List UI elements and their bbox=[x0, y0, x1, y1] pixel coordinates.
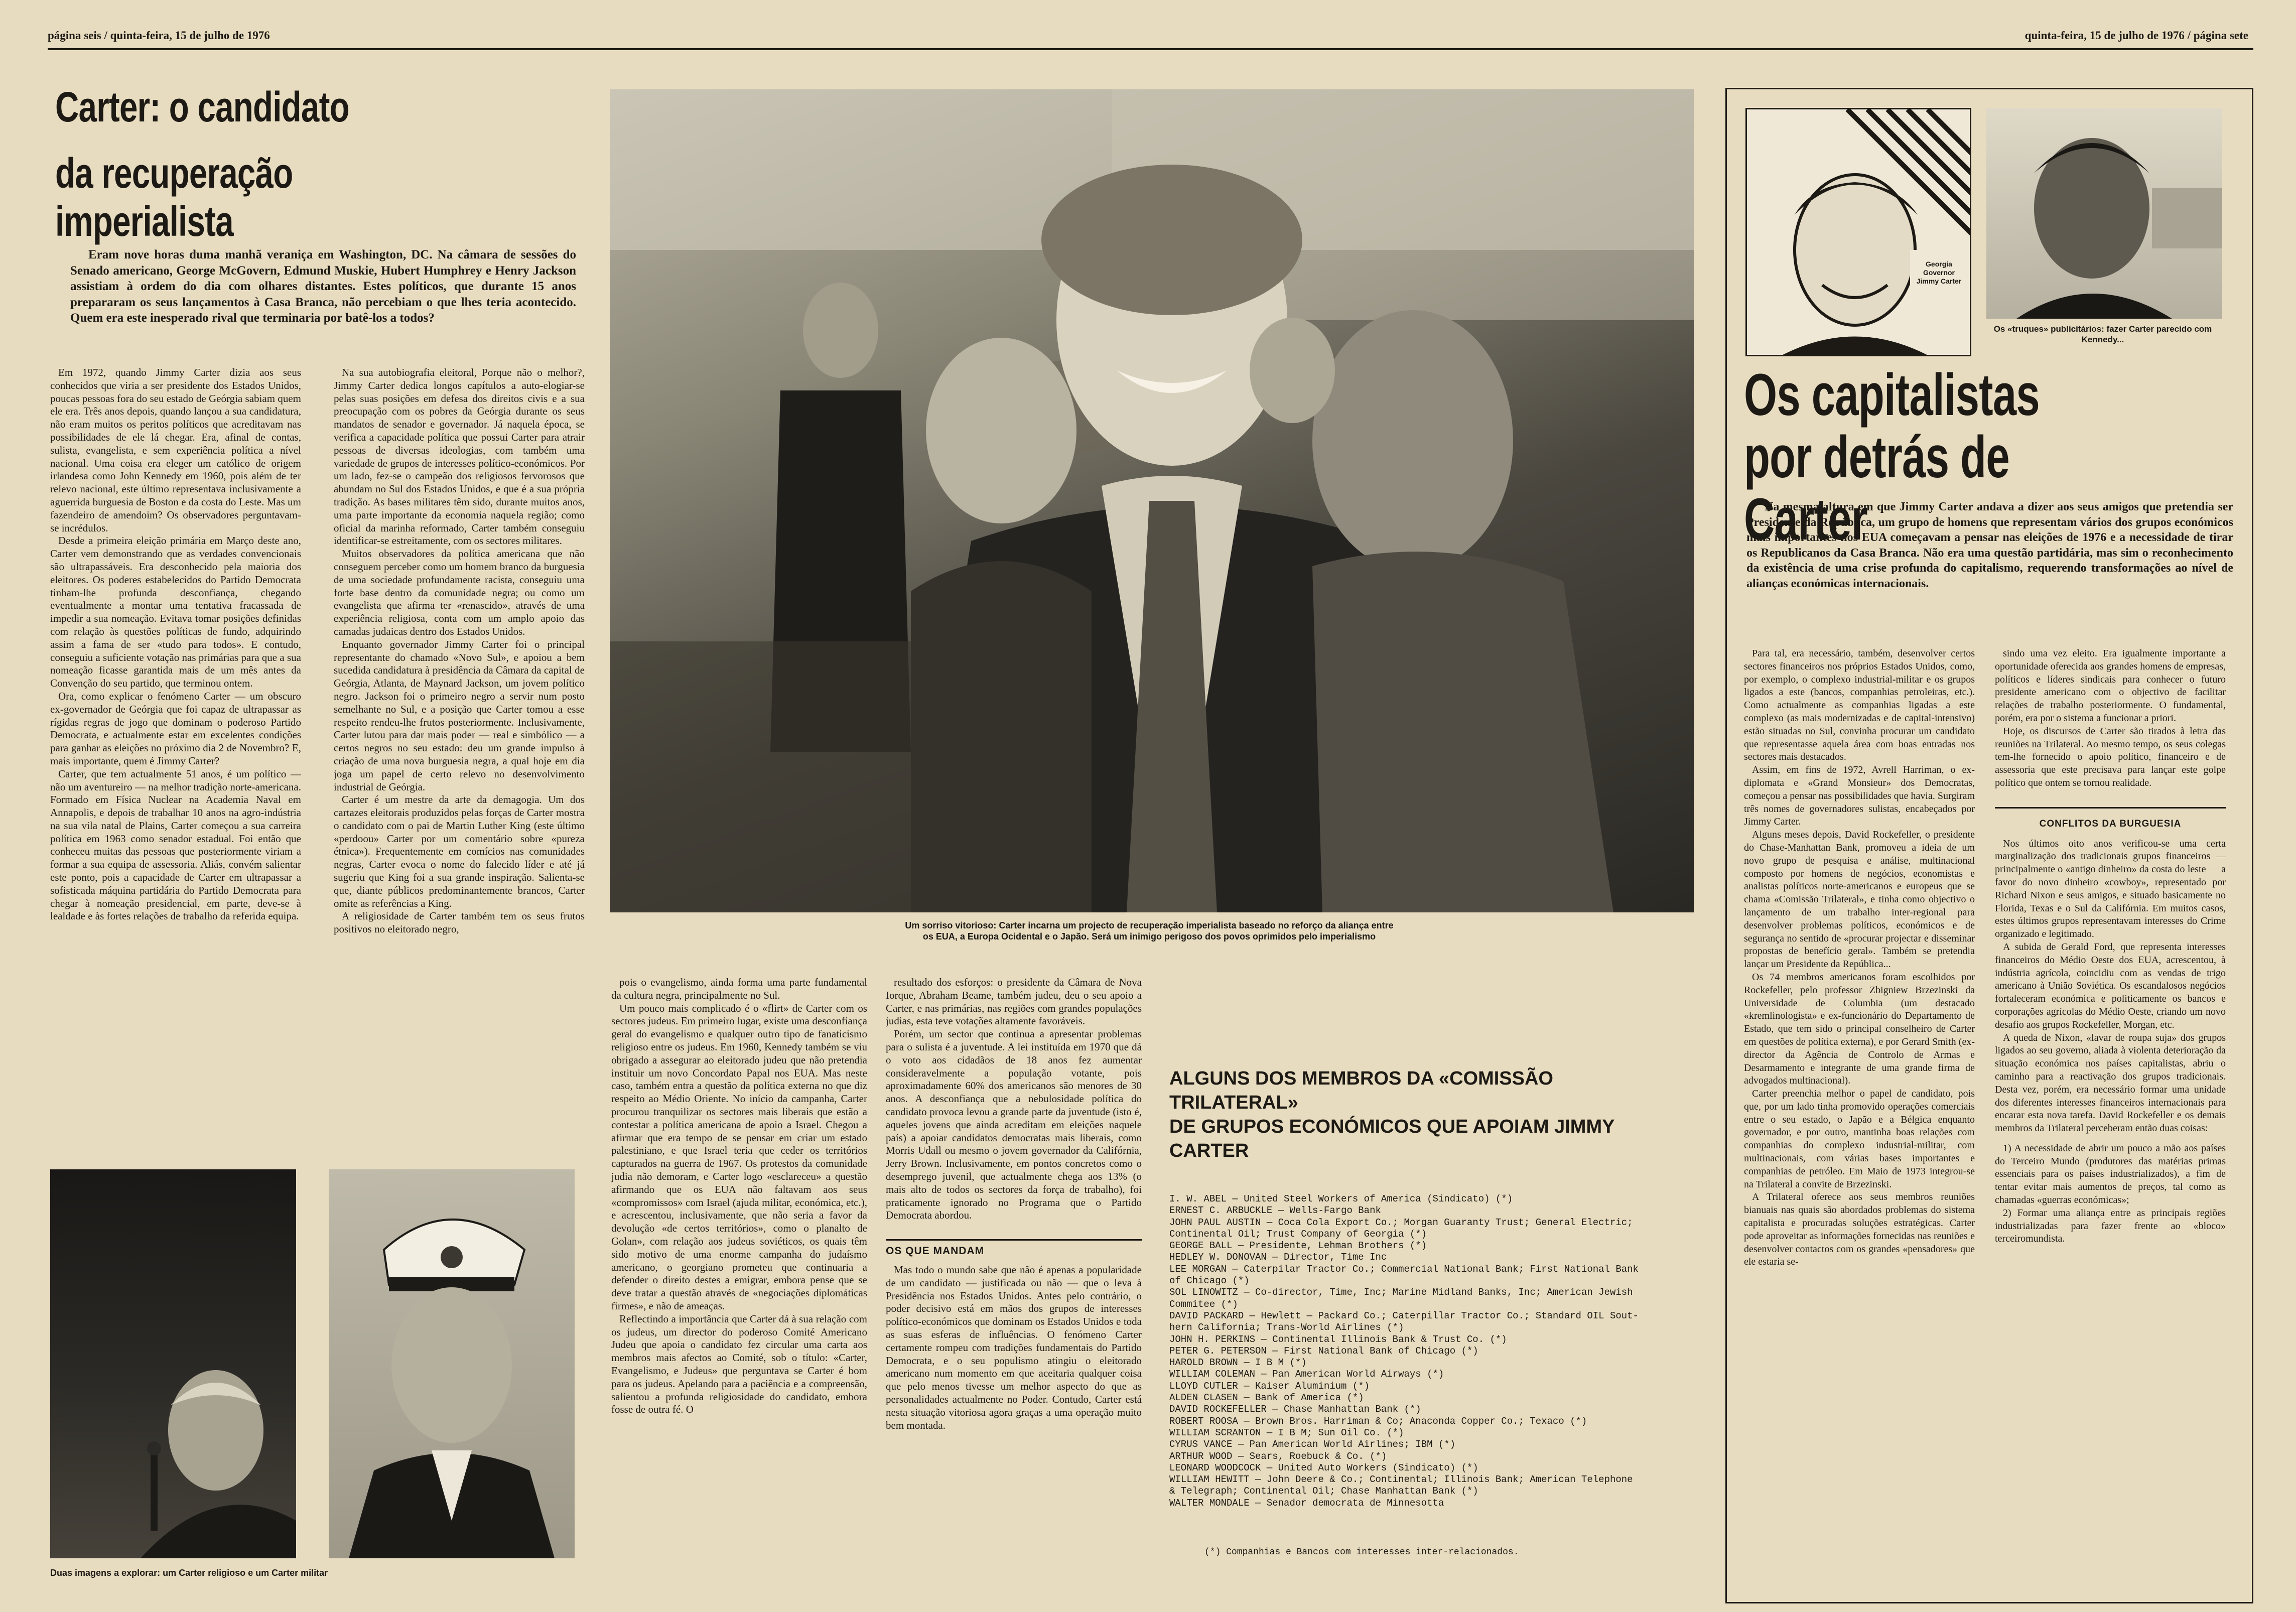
trilateral-member: LLOYD CUTLER — Kaiser Aluminium (*) bbox=[1169, 1380, 1370, 1392]
right-col2-paragraph: Hoje, os discursos de Carter são tirados à letra das reuniões na Trilateral. Ao mesmo tempo, os seus colegas tem-lhe fornecido o apoio político, financeiro e de assessoria que este precisava para lançar este golpe político que ontem se tornou realidade. bbox=[1995, 725, 2226, 788]
right-col1-paragraph: Alguns meses depois, David Rockefeller, o presidente do Chase-Manhattan Bank, promoveu a ideia de um novo grupo de pesquisa e análise, multinacional composto por homens de negócios, economistas e analistas políticos norte-americanos e europeus que se chama «Comissão Trilateral», e tinha como objectivo o lançamento de um trabalho inter-regional para desenvolver problemas políticos, económicos e de segurança no sentido de «procurar projectar e disseminar propostas de benefício geral». Também se pretendia lançar um Presidente da República... bbox=[1744, 829, 1975, 970]
right-col1-paragraph: A Trilateral oferece aos seus membros reuniões bianuais nas quais são abordados problemas do sistema capitalista e procuradas soluções estratégicas. Carter pode aproveitar as informações fornecidas nas reuniões e desenvolver contactos com os grandes «pensadores» que ele estaria se- bbox=[1744, 1191, 1975, 1268]
header-rule bbox=[48, 48, 2253, 50]
trilateral-member: HAROLD BROWN — I B M (*) bbox=[1169, 1357, 1307, 1369]
trilateral-member: HEDLEY W. DONOVAN — Director, Time Inc bbox=[1169, 1252, 1387, 1263]
trilateral-member: ERNEST C. ARBUCKLE — Wells-Fargo Bank bbox=[1169, 1205, 1381, 1217]
right-col2-paragraph: sindo uma vez eleito. Era igualmente importante a oportunidade oferecida aos grandes homens de empresas, políticos e líderes sindicais para conhecer o futuro presidente americano com o objectivo de facilitar relações de trabalho posteriormente. O fundamental, porém, era por o sistema a funcionar a priori. bbox=[1995, 648, 2226, 724]
trilateral-members-list bbox=[1169, 1193, 1691, 1520]
trilateral-member: of Chicago (*) bbox=[1169, 1275, 1250, 1287]
left-col4-paragraph: Porém, um sector que continua a apresentar problemas para o sulista é a juventude. A lei instituída em 1970 que dá o voto aos cidadãos de 18 anos fez aumentar consideravelmente a população votante, pois aproximadamente 60% dos americanos são menores de 30 anos. A desconfiança que a nebulosidade política do candidato provoca levou a grande parte da juventude (isto é, aqueles jovens que ainda acreditam em eleições naquele país) a apoiar candidatos democratas mais liberais, como Morris Udall ou mesmo o jovem governador da Califórnia, Jerry Brown. Inclusivamente, em pontos concretos como o desemprego juvenil, que actualmente chega aos 13% (o mais alto de todos os sectores da força de trabalho), foi praticamente ignorado no Programa que o Partido Democrata abordou. bbox=[886, 1028, 1142, 1222]
trilateral-title-line2: DE GRUPOS ECONÓMICOS QUE APOIAM JIMMY CARTER bbox=[1169, 1116, 1614, 1161]
left-col2-paragraph: Muitos observadores da política americana que não conseguem perceber como um homem branco da burguesia de uma sociedade profundamente racista, conseguiu uma forte base dentro da comunidade negra; ou como um evangelista que afirma ter «renascido», através de uma experiência religiosa, conta com um amplo apoio das camadas judaicas dentro dos Estados Unidos. bbox=[334, 548, 585, 637]
left-col-4 bbox=[886, 976, 1142, 1593]
trilateral-member: WILLIAM SCRANTON — I B M; Sun Oil Co. (*) bbox=[1169, 1427, 1404, 1438]
trilateral-member: DAVID PACKARD — Hewlett — Packard Co.; Caterpillar Tractor Co.; Standard OIL Sout- bbox=[1169, 1310, 1639, 1321]
right-col-1 bbox=[1744, 647, 1975, 1593]
poster-text: Georgia Governor Jimmy Carter bbox=[1916, 260, 1962, 285]
trilateral-member: WILLIAM HEWITT — John Deere & Co.; Continental; Illinois Bank; American Telephone bbox=[1169, 1474, 1633, 1486]
right-col2b-paragraph: A queda de Nixon, «lavar de roupa suja» dos grupos ligados ao seu governo, aliada à violenta deterioração da situação económica nos países capitalistas, abriu o caminho para a reactivação dos grupos tradicionais. Desta vez, porém, era necessário formar uma unidade dos diferentes interesses financeiros internacionais para encarar esta nova tarefa. David Rockefeller e os demais membros da Trilateral perceberam então duas coisas: bbox=[1995, 1032, 2226, 1134]
trilateral-member: WILLIAM COLEMAN — Pan American World Airways (*) bbox=[1169, 1369, 1444, 1380]
trilateral-member: I. W. ABEL — United Steel Workers of America (Sindicato) (*) bbox=[1169, 1193, 1513, 1204]
trilateral-member: ARTHUR WOOD — Sears, Roebuck & Co. (*) bbox=[1169, 1450, 1387, 1462]
trilateral-member: CYRUS VANCE — Pan American World Airlines; IBM (*) bbox=[1169, 1439, 1456, 1450]
photo-carter-military bbox=[329, 1169, 575, 1558]
trilateral-member: ALDEN CLASEN — Bank of America (*) bbox=[1169, 1392, 1364, 1404]
left-col2-paragraph: A religiosidade de Carter também tem os seus frutos positivos no eleitorado negro, bbox=[334, 910, 585, 935]
trilateral-member: Commitee (*) bbox=[1169, 1298, 1238, 1310]
left-col3-paragraph: pois o evangelismo, ainda forma uma parte fundamental da cultura negra, principalmente no Sul. bbox=[611, 976, 867, 1001]
left-col4b-paragraph: Mas todo o mundo sabe que não é apenas a popularidade de um candidato — justificada ou não — que o leva à Presidência nos Estados Unidos. Antes pelo contrário, o poder decisivo está em mãos dos grupos de interesses político-económicos que dominam os Estados Unidos e toda as suas esferas de influências. O fenómeno Carter certamente rompeu com tradições fundamentais do Partido Democrata, e o seu populismo atingiu o eleitorado americano num momento em que aceitaria qualquer coisa que pelo menos tivesse um melhor aspecto do que as personalidades actualmente no Poder. Contudo, Carter está nesta situação vitoriosa agora graças a uma operação muito bem montada. bbox=[886, 1263, 1142, 1431]
section-title-os-que-mandam: OS QUE MANDAM bbox=[886, 1239, 1142, 1258]
left-col3-paragraph: Reflectindo a importância que Carter dá à sua relação com os judeus, um director do poderoso Comité Americano Judeu que apoia o candidato fez circular uma carta aos membros mais afectos ao Comité, sob o título: «Carter, Evangelismo, e Judeus» que perguntava se Carter é bom para os judeus. Apelando para a paciência e a compreensão, salientou a profunda religiosidade do candidato, embora fosse de outra fé. O bbox=[611, 1312, 867, 1416]
right-col2b-paragraph: A subida de Gerald Ford, que representa interesses financeiros do Médio Oeste dos EUA, acrescentou, à indústria agrícola, coincidiu com as vendas de trigo americano à União Soviética. Os escandalosos negócios fortaleceram económica e politicamente os bancos e corporações agrícolas do Médio Oeste, criando um novo desafio aos grupos Rockefeller, Morgan, etc. bbox=[1995, 941, 2226, 1030]
left-col1-paragraph: Em 1972, quando Jimmy Carter dizia aos seus conhecidos que viria a ser presidente dos Estados Unidos, poucas pessoas fora do seu estado de Geórgia sabiam quem ele era. Três anos depois, quando lançou a sua candidatura, não eram muitos os peritos políticos que acreditavam nas possibilidades de ele lá chegar. Era, afinal de contas, sulista, evangelista, e sem experiência política a nível nacional. Uma coisa era eleger um católico de origem irlandesa como John Kennedy em 1960, pois além de ter relevo nacional, este último representava inclusivamente a aguerrida burguesia de Boston e da costa do Leste. Mas um fazendeiro de amendoim? Os observadores perguntavam-se incrédulos. bbox=[50, 366, 301, 534]
right-photo-caption: Os «truques» publicitários: fazer Carter parecido com Kennedy... bbox=[1993, 324, 2212, 344]
trilateral-title-line1: ALGUNS DOS MEMBROS DA «COMISSÃO TRILATERAL» bbox=[1169, 1068, 1553, 1113]
right-title-line2: por detrás de Carter bbox=[1744, 424, 2009, 553]
left-col1-paragraph: Carter, que tem actualmente 51 anos, é um político — não um aventureiro — na melhor tradição norte-americana. Formado em Física Nuclear na Academia Naval em Annapolis, e depois de trabalhar 10 anos na agro-indústria na sua vila natal de Plains, Carter começou a sua carreira política em 1963 como senador estadual. Foi então que conheceu muitas das pessoas que posteriormente viriam a formar a sua equipa de assessoria. Aliás, convém salientar este ponto, pois a capacidade de Carter em ultrapassar a sofisticada máquina partidária do Partido Democrata para chegar à nomeação presidencial, em parte, deve-se à lealdade e às fortes relações de trabalho da referida equipa. bbox=[50, 767, 301, 922]
right-col2b-paragraph: 1) A necessidade de abrir um pouco a mão aos países do Terceiro Mundo (produtores das matérias primas essenciais para os países industrializados), a fim de tentar evitar mais aumentos de preços, tal como as chamadas «guerras económicas»; bbox=[1995, 1142, 2226, 1206]
trilateral-member: PETER G. PETERSON — First National Bank of Chicago (*) bbox=[1169, 1345, 1478, 1357]
carter-kennedy-like-photo bbox=[1986, 108, 2222, 319]
carter-poster-photo bbox=[1745, 108, 1971, 356]
trilateral-footnote: (*) Companhias e Bancos com interesses inter-relacionados. bbox=[1204, 1547, 1519, 1557]
trilateral-member: ROBERT ROOSA — Brown Bros. Harriman & Co; Anaconda Copper Co.; Texaco (*) bbox=[1169, 1415, 1587, 1427]
left-col2-paragraph: Na sua autobiografia eleitoral, Porque não o melhor?, Jimmy Carter dedica longos capítulos a auto-elogiar-se pelas suas posições em defesa dos direitos civis e a sua preocupação com os pobres da Geórgia durante os seus mandatos de senador e governador. Já naquela época, se verifica a capacidade política que possui Carter para atrair pessoas de diversas ideologias, com também uma variedade de grupos de interesses político-económicos. Por um lado, fez-se o campeão dos religiosos fervorosos que abundam no Sul dos Estados Unidos, e que é a sua própria tradição. As bases militares têm sido, durante muitos anos, uma parte importante da economia naquela região; como oficial da marinha reformado, Carter também conseguiu identificar-se estreitamente, com os sectores militares. bbox=[334, 366, 585, 547]
right-lead-paragraph: Na mesma altura em que Jimmy Carter andava a dizer aos seus amigos que pretendia ser Presidente da República, um grupo de homens que representam vários dos grupos económicos mais importantes nos EUA começavam a pensar nas eleições de 1976 e a necessidade de tirar os Republicanos da Casa Branca. Não era uma questão partidária, mas sim o reconhecimento da existência de uma crise profunda do capitalismo, requerendo transformações ao nível de alianças económicas internacionais. bbox=[1746, 500, 2233, 590]
main-photo-caption: Um sorriso vitorioso: Carter incarna um projecto de recuperação imperialista baseado no reforço da aliança entre os EUA, a Europa Ocidental e o Japão. Será um inimigo perigoso dos povos oprimidos pelo imperialismo bbox=[905, 920, 1394, 942]
trilateral-member: JOHN H. PERKINS — Continental Illinois Bank & Trust Co. (*) bbox=[1169, 1333, 1507, 1345]
left-title-line1: Carter: o candidato bbox=[55, 83, 349, 130]
trilateral-member: SOL LINOWITZ — Co-director, Time, Inc; Marine Midland Banks, Inc; American Jewish bbox=[1169, 1287, 1633, 1298]
trilateral-member: Continental Oil; Trust Company of Georgia (*) bbox=[1169, 1228, 1427, 1240]
left-col-2 bbox=[334, 366, 585, 1117]
trilateral-title bbox=[1169, 1066, 1686, 1163]
trilateral-member: GEORGE BALL — Presidente, Lehman Brothers (*) bbox=[1169, 1240, 1427, 1252]
left-col2-paragraph: Carter é um mestre da arte da demagogia. Um dos cartazes eleitorais produzidos pelas forças de Carter mostra o candidato com o pai de Martin Luther King (este último «perdoou» Carter por um comentário sobre «pureza étnica»). Frequentemente em comícios nas comunidades negras, Carter evoca o nome do falecido líder e até já sugeriu que King foi a sua grande inspiração. Salienta-se que, diante públicos predominantemente brancos, Carter omite as referências a King. bbox=[334, 793, 585, 909]
trilateral-member: WALTER MONDALE — Senador democrata de Minnesotta bbox=[1169, 1497, 1444, 1509]
left-col-3 bbox=[611, 976, 867, 1593]
left-col1-paragraph: Desde a primeira eleição primária em Março deste ano, Carter vem demonstrando que as verdades convencionais são ultrapassáveis. Era desconhecido pela maioria dos eleitores. Os poderes estabelecidos do Partido Democrata tinham-lhe profunda desconfiança, chegando eventualmente a montar uma tentativa fracassada de impedir a sua nomeação. Evitava tomar posições definidas com relação às questões políticas de fundo, adquirindo assim a fama de ser «tudo para todos». E contudo, conseguiu a suficiente votação nas primárias para que a sua nomeação ficasse garantida mais de um mês antes da Convenção do seu partido, que terminou ontem. bbox=[50, 534, 301, 690]
right-col2b-paragraph: Nos últimos oito anos verificou-se uma certa marginalização dos tradicionais grupos financeiros — principalmente o «antigo dinheiro» da costa do leste — a favor do novo dinheiro «cowboy», representado por Richard Nixon e seus amigos, e situado basicamente no Florida, Texas e o Sul da Califórnia. Em muitos casos, estes últimos grupos representavam interesses do Crime organizado e legitimado. bbox=[1995, 838, 2226, 940]
trilateral-member: hern California; Trans-World Airlines (*) bbox=[1169, 1322, 1404, 1333]
left-lead-paragraph: Eram nove horas duma manhã veraniça em Washington, DC. Na câmara de sessões do Senado americano, George McGovern, Edmund Muskie, Hubert Humphrey e Henry Jackson assistiam à ordem do dia com olhares distantes. Estes políticos, que durante 15 anos prepararam os seus lançamentos à Casa Branca, não percebiam o que lhes teria acontecido. Quem era este inesperado rival que terminaria por batê-los a todos? bbox=[70, 248, 576, 325]
right-col-2 bbox=[1995, 647, 2226, 1593]
bottom-photos-caption: Duas imagens a explorar: um Carter religioso e um Carter militar bbox=[50, 1568, 328, 1578]
left-article-title bbox=[55, 83, 597, 245]
trilateral-member: JOHN PAUL AUSTIN — Coca Cola Export Co.; Morgan Guaranty Trust; General Electric; bbox=[1169, 1217, 1633, 1228]
left-col3-paragraph: Um pouco mais complicado é o «flirt» de Carter com os sectores judeus. Em primeiro lugar, existe uma desconfiança geral do evangelismo e qualquer outro tipo de fanaticismo religioso entre os judeus. Em 1960, Kennedy também se viu obrigado a assegurar ao eleitorado judeu que não pretendia instituir um novo Concordato Papal nos EUA. Mas neste caso, também entra a questão da política externa no que diz respeito ao Médio Oriente. No início da campanha, Carter procurou tranquilizar os sectores mais liberais que estão a contestar a política americana de apoio a Israel. Chegou a afirmar que era tempo de se pensar em criar um estado palestiniano, e que Israel teria que ceder os territórios capturados na guerra de 1967. Os protestos da comunidade judia não demoram, e Carter logo «esclareceu» a questão afirmando que os EUA não faltavam aos seus «compromissos» com Israel (ajuda militar, económica, etc.), e acrescentou, inclusivamente, que não seria a favor da devolução «de certos territórios», como o planalto de Golan», com relação aos judeus soviéticos, os quais têm sido motivo de uma enorme campanha do judaísmo americano, o georgiano prometeu que continuaria a defender o direito destes a emigrar, embora pense que se deve tratar a questão através de «negociações diplomáticas firmes», e não de ameaças. bbox=[611, 1002, 867, 1312]
left-col2-paragraph: Enquanto governador Jimmy Carter foi o principal representante do chamado «Novo Sul», e apoiou a bem sucedida candidatura à presidência da Câmara da capital de Geórgia, Atlanta, de Maynard Jackson, um jovem político negro. Jackson foi o primeiro negro a servir num posto semelhante no Sul, e a posição que Carter tomou a esse respeito rendeu-lhe frutos posteriormente. Inclusivamente, Carter lutou para dar mais poder — real e simbólico — a certos negros no seu estado: deu um grande impulso à criação de uma nova burguesia negra, a qual hoje em dia joga um papel de certo relevo no desenvolvimento industrial de Geórgia. bbox=[334, 638, 585, 793]
right-title-line1: Os capitalistas bbox=[1744, 362, 2040, 428]
trilateral-member: LEONARD WOODCOCK — United Auto Workers (Sindicato) (*) bbox=[1169, 1462, 1478, 1473]
page-header-right: quinta-feira, 15 de julho de 1976 / página sete bbox=[2024, 29, 2248, 42]
main-photo-carter-smiling bbox=[610, 89, 1694, 912]
right-col1-paragraph: Os 74 membros americanos foram escolhidos por Rockefeller, pelo professor Zbigniew Brzezinski da Universidade de Columbia (um destacado «kremlinologista» e ex-funcionário do Departamento de Estado, que tem sido o principal conselheiro de Carter em questões de política externa), e por Gerard Smith (ex-director da Agência de Controlo de Armas e Desarmamento e integrante de uma grande firma de advogados multinacional). bbox=[1744, 971, 1975, 1087]
section-title-conflitos-da-burguesia: CONFLITOS DA BURGUESIA bbox=[1995, 807, 2226, 831]
left-title-line2: da recuperação imperialista bbox=[55, 150, 293, 245]
page-header-left: página seis / quinta-feira, 15 de julho de 1976 bbox=[48, 29, 270, 42]
right-col1-paragraph: Carter preenchia melhor o papel de candidato, pois que, por um lado tinha promovido operações comerciais entre o seu estado, o Japão e a Bélgica enquanto governador, e por outro, mantinha boas relações com companhias do complexo industrial-militar, com multinacionais, com várias bases importantes e companhias de petróleo. Em Maio de 1973 integrou-se na Trilateral a convite de Brzezinski. bbox=[1744, 1088, 1975, 1190]
right-col1-paragraph: Assim, em fins de 1972, Avrell Harriman, o ex-diplomata e «Grand Monsieur» dos Democratas, começou a pensar nas possibilidades que havia. Surgiram três nomes de governadores sulistas, encabeçados por Jimmy Carter. bbox=[1744, 764, 1975, 828]
trilateral-member: DAVID ROCKEFELLER — Chase Manhattan Bank (*) bbox=[1169, 1404, 1421, 1415]
left-col1-paragraph: Ora, como explicar o fenómeno Carter — um obscuro ex-governador de Geórgia que foi capaz de ultrapassar as rígidas regras de jogo que dominam o poderoso Partido Democrata, e actualmente estar em excelentes condições para ganhar as eleições no próximo dia 2 de Novembro? E, mais importante, quem é Jimmy Carter? bbox=[50, 690, 301, 767]
trilateral-member: LEE MORGAN — Caterpilar Tractor Co.; Commercial National Bank; First National Bank bbox=[1169, 1263, 1639, 1275]
trilateral-member: & Telegraph; Continental Oil; Chase Manhattan Bank (*) bbox=[1169, 1486, 1478, 1497]
left-col-1 bbox=[50, 366, 301, 1117]
left-col4-paragraph: resultado dos esforços: o presidente da Câmara de Nova Iorque, Abraham Beame, também judeu, deu o seu apoio a Carter, e nas primárias, nas regiões com grandes populações judias, esta teve votações altamente favoráveis. bbox=[886, 976, 1142, 1027]
right-col1-paragraph: Para tal, era necessário, também, desenvolver certos sectores financeiros nos próprios Estados Unidos, como, por exemplo, o complexo industrial-militar e os grupos ligados a este (bancos, companhias petroleiras, etc.). Como actualmente as companhias ligadas a este complexo (as mais modernizadas e de capital-intensivo) estão situadas no Sul, convinha procurar um candidato que representasse aquela área com boas entradas nos sectores mais destacados. bbox=[1744, 648, 1975, 763]
photo-carter-religious bbox=[50, 1169, 296, 1558]
right-col2b-paragraph: 2) Formar uma aliança entre as principais regiões industrializadas para fazer frente ao «bloco» terceiromundista. bbox=[1995, 1207, 2226, 1245]
